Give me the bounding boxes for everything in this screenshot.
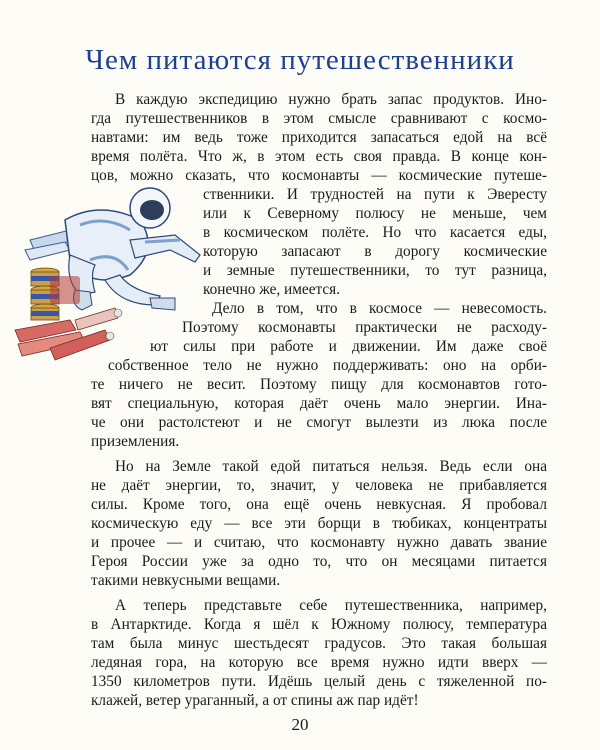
text-line: собственное тело не нужно поддерживать: оно на орби- [108, 357, 547, 374]
text-line: конечно же, имеется. [203, 281, 341, 298]
text-line: ют силы при работе и движении. Им даже своё [150, 338, 547, 355]
text-line: там была минус шестьдесят градусов. Это такая большая [91, 635, 547, 652]
text-line: или к Северному полюсу не меньше, чем [203, 205, 547, 222]
page-title: Чем питаются путешественники [85, 44, 515, 76]
text-line: 1350 километров пути. Идёшь целый день с тяжеленной по- [91, 673, 547, 690]
text-line: че они растолстеют и не смогут вылезти из люка после [91, 414, 547, 431]
text-line: цов, можно сказать, что космонавты — космические путеше- [91, 167, 547, 184]
text-line: Героя России уже за одно то, что он месяцами питается [91, 553, 547, 570]
text-line: гда путешественников в этом смысле сравнивают с космо- [91, 110, 547, 127]
text-line: навтами: им ведь тоже приходится запасаться едой на всё [91, 129, 547, 146]
text-line: Поэтому космонавты практически не расходу- [182, 319, 547, 336]
text-line: силы. Кроме того, она ещё очень невкусная. Я пробовал [91, 496, 547, 513]
text-line: которую запасают в дорогу космические [203, 243, 547, 260]
text-line: в Антарктиде. Когда я шёл к Южному полюсу, температура [91, 616, 547, 633]
text-line: Дело в том, что в космосе — невесомость. [212, 300, 547, 317]
text-line: приземления. [91, 433, 180, 450]
text-line: космическую еду — все эти борщи в тюбиках, концентраты [91, 515, 547, 532]
text-line: не даёт энергии, то, значит, у человека не прибавляется [91, 477, 547, 494]
text-line: ственники. И трудностей на пути к Эвересту [203, 186, 547, 203]
text-line: те ничего не весит. Поэтому пищу для космонавтов гото- [91, 376, 547, 393]
text-line: Но на Земле такой едой питаться нельзя. Ведь если она [115, 458, 547, 475]
text-line: в космическом полёте. Но что касается еды, [203, 224, 547, 241]
text-line: вят специальную, которая даёт очень мало энергии. Ина- [91, 395, 547, 412]
text-line: и прочее — и считаю, что космонавту нужно давать звание [91, 534, 547, 551]
text-line: такими невкусными вещами. [91, 572, 281, 589]
text-line: время полёта. Что ж, в этом есть своя правда. В конце кон- [91, 148, 547, 165]
text-line: клажей, ветер ураганный, а от спины аж пар идёт! [91, 692, 419, 709]
text-line: и земные путешественники, то тут разница, [203, 262, 547, 279]
page-number: 20 [291, 715, 309, 734]
text-line: А теперь представьте себе путешественника, например, [115, 597, 547, 614]
text-line: ледяная гора, на которую все время нужно идти вверх — [91, 654, 547, 671]
text-line: В каждую экспедицию нужно брать запас продуктов. Ино- [115, 91, 547, 108]
